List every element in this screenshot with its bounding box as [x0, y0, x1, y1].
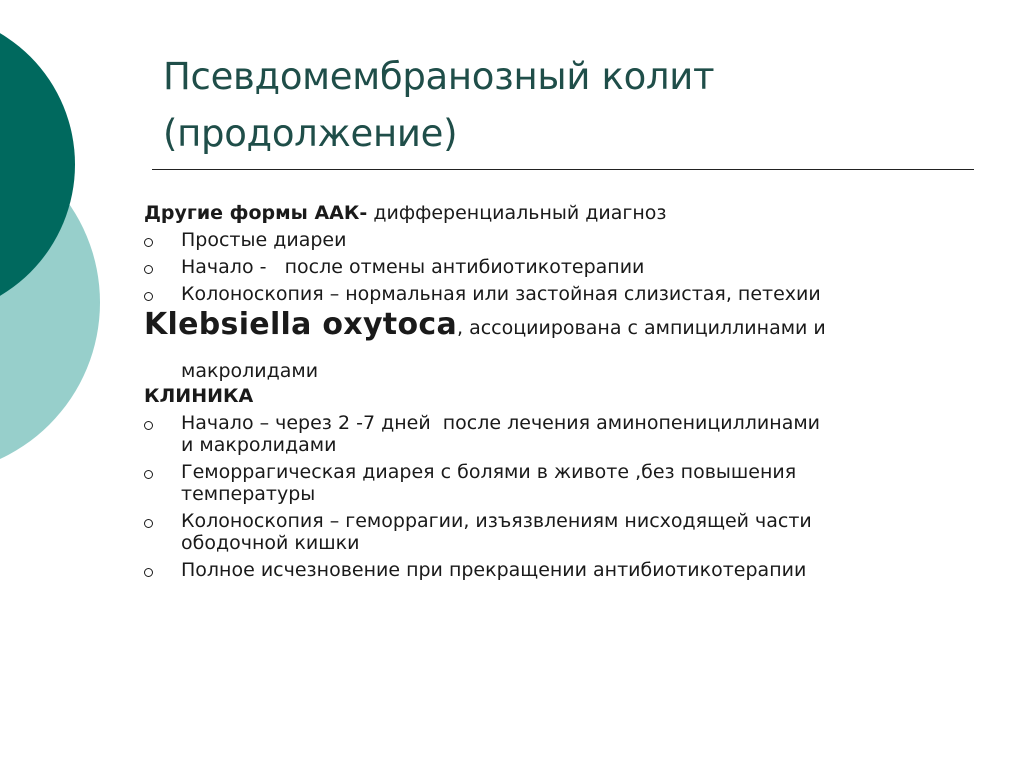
list-item: [144, 461, 974, 505]
list-item-text: Начало - после отмены антибиотикотерапии: [181, 256, 645, 278]
circle-bullet-icon: [144, 265, 153, 274]
list-item: [144, 510, 974, 554]
list-item: [144, 256, 974, 278]
circle-bullet-icon: [144, 238, 153, 247]
circle-bullet-icon: [144, 292, 153, 301]
list-item-text: Полное исчезновение при прекращении антибиотикотерапии: [181, 559, 807, 581]
klebsiella-name: Klebsiella oxytoca: [144, 307, 457, 342]
other-forms-heading-bold: Другие формы ААК-: [144, 202, 368, 224]
list-item-text-continued: ободочной кишки: [181, 532, 360, 554]
klebsiella-text: , ассоциирована с ампициллинами и: [457, 317, 826, 339]
circle-bullet-icon: [144, 568, 153, 577]
klebsiella-text-continued: макролидами: [181, 360, 319, 382]
list-item-text: Простые диареи: [181, 229, 347, 251]
list-item-text: Колоноскопия – геморрагии, изъязвлениям нисходящей части: [181, 510, 812, 532]
list-item: [144, 559, 974, 581]
title-line-2: (продолжение): [163, 112, 458, 155]
list-item-text: Геморрагическая диарея с болями в животе ,без повышения: [181, 461, 797, 483]
circle-bullet-icon: [144, 421, 153, 430]
circle-bullet-icon: [144, 519, 153, 528]
list-item-text: Колоноскопия – нормальная или застойная слизистая, петехии: [181, 283, 821, 305]
list-item: [144, 412, 974, 456]
klebsiella-line: [144, 307, 974, 342]
circle-bullet-icon: [144, 470, 153, 479]
slide-title: [163, 48, 963, 162]
list-item-text-continued: температуры: [181, 483, 316, 505]
title-line-1: Псевдомембранозный колит: [163, 55, 715, 98]
other-forms-heading-rest: дифференциальный диагноз: [367, 202, 667, 224]
list-item: [144, 229, 974, 251]
other-forms-heading: [144, 202, 974, 224]
list-item-text: Начало – через 2 -7 дней после лечения аминопенициллинами: [181, 412, 821, 434]
clinic-heading: КЛИНИКА: [144, 385, 254, 407]
list-item: [144, 283, 974, 305]
list-item-text-continued: и макролидами: [181, 434, 337, 456]
title-divider: [152, 169, 974, 170]
slide-content: [144, 202, 974, 586]
